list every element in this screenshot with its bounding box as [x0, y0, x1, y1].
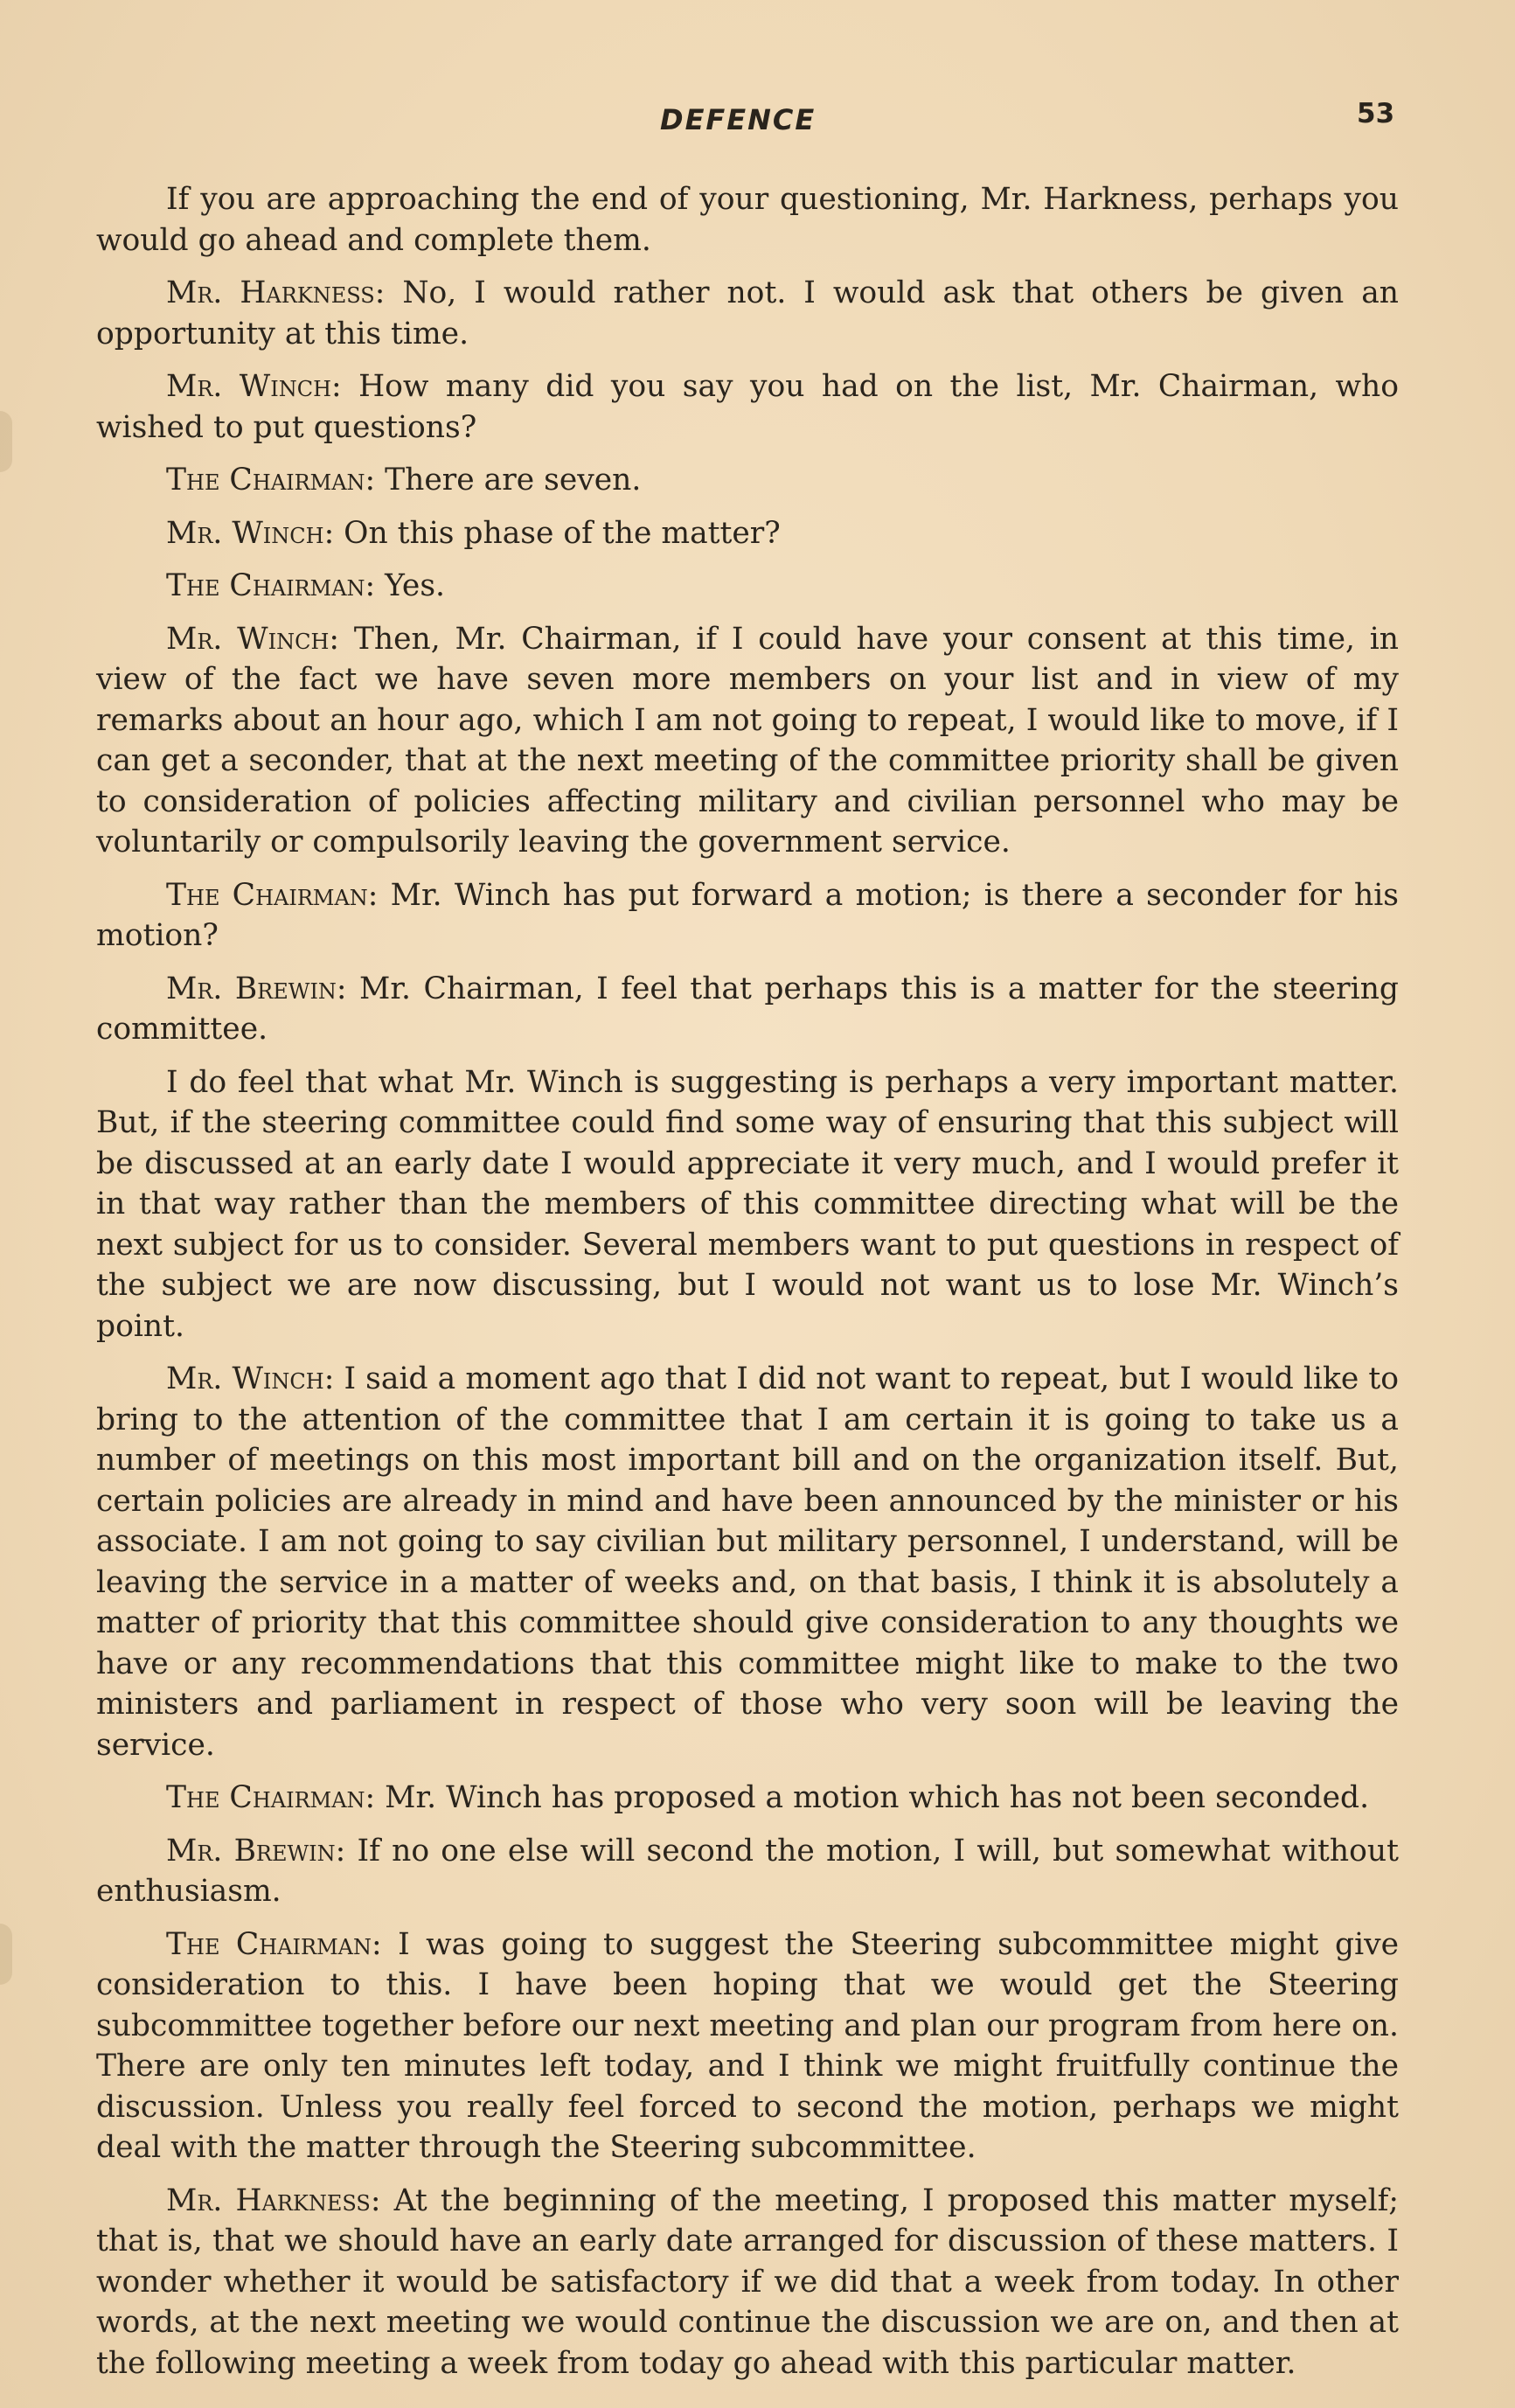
- paragraph: [96, 1924, 1399, 2168]
- paragraph: [96, 1062, 1399, 1347]
- paragraph: [96, 366, 1399, 448]
- speaker-label: Mr. Brewin:: [166, 971, 347, 1006]
- page-number: 53: [1357, 98, 1395, 129]
- paragraph-text: Mr. Winch has proposed a motion which has not been seconded.: [385, 1780, 1370, 1815]
- speaker-label: Mr. Harkness:: [166, 275, 386, 310]
- speaker-label: The Chairman:: [166, 877, 379, 913]
- speaker-label: The Chairman:: [166, 463, 376, 498]
- paragraph: [96, 1359, 1399, 1765]
- paragraph: [96, 969, 1399, 1050]
- paragraph-text: At the beginning of the meeting, I proposed this matter myself; that is, that we should have an early date arranged for discussion of these matters. I wonder whether it would be satisfactory if we did that a week from today. In other words, at the next meeting we would continue the discussion we are on, and then at the following meeting a week from today go ahead with this particular matter.: [96, 2182, 1400, 2381]
- paragraph: [96, 460, 1399, 501]
- paragraph-text: There are seven.: [385, 463, 642, 498]
- paragraph-text: No, I would rather not. I would ask that others be given an opportunity at this time.: [96, 275, 1400, 351]
- paragraph: [96, 179, 1399, 261]
- paragraph: [96, 2181, 1399, 2384]
- paragraph-text: I was going to suggest the Steering subcommittee might give consideration to this. I have been hoping that we would get the Steering subcommittee together before our next meeting and plan our program from here on. There are only ten minutes left today, and I think we might fruitfully continue the discussion. Unless you really feel forced to second the motion, perhaps we might deal with the matter through the Steering subcommittee.: [96, 1926, 1400, 2165]
- paragraph-text: If you are approaching the end of your questioning, Mr. Harkness, perhaps you would go ahead and complete them.: [96, 182, 1399, 258]
- paragraph-text: I said a moment ago that I did not want to repeat, but I would like to bring to the attention of the committee that I am certain it is going to take us a number of meetings on this most important bill and on the organization itself. But, certain policies are already in mind and have been announced by the minister or his associate. I am not going to say civilian but military personnel, I understand, will be leaving the service in a matter of weeks and, on that basis, I think it is absolutely a matter of priority that this committee should give consideration to any thoughts we have or any recommendations that this committee might like to make to the two ministers and parliament in respect of those who very soon will be leaving the service.: [96, 1361, 1400, 1763]
- paragraph-text: Mr. Winch has put forward a motion; is there a seconder for his motion?: [96, 877, 1400, 953]
- paragraph: [96, 513, 1399, 554]
- page-edge-mark: [0, 1924, 12, 1985]
- speaker-label: The Chairman:: [166, 1780, 376, 1815]
- speaker-label: Mr. Winch:: [166, 515, 335, 551]
- transcript-body: [96, 179, 1399, 2396]
- paragraph-text: On this phase of the matter?: [344, 515, 781, 551]
- running-title: DEFENCE: [660, 103, 817, 136]
- speaker-label: Mr. Winch:: [166, 1361, 335, 1396]
- speaker-label: The Chairman:: [166, 568, 376, 603]
- speaker-label: The Chairman:: [166, 1926, 382, 1962]
- paragraph-text: Yes.: [385, 568, 446, 603]
- page-edge-mark: [0, 411, 12, 472]
- speaker-label: Mr. Brewin:: [166, 1833, 346, 1869]
- speaker-label: Mr. Winch:: [166, 369, 342, 404]
- speaker-label: Mr. Winch:: [166, 621, 340, 657]
- paragraph: [96, 566, 1399, 607]
- paragraph-text: Mr. Chairman, I feel that perhaps this is a matter for the steering committee.: [96, 971, 1399, 1047]
- paragraph-text: How many did you say you had on the list, Mr. Chairman, who wished to put questions?: [96, 369, 1400, 445]
- paragraph-text: I do feel that what Mr. Winch is suggesting is perhaps a very important matter. But, if the steering committee could find some way of ensuring that this subject will be discussed at an early date I would appreciate it very much, and I would prefer it in that way rather than the members of this committee directing what will be the next subject for us to consider. Several members want to put questions in respect of the subject we are now discussing, but I would not want us to lose Mr. Winch’s point.: [96, 1064, 1399, 1344]
- paragraph: [96, 619, 1399, 863]
- paragraph: [96, 1778, 1399, 1819]
- paragraph-text: If no one else will second the motion, I will, but somewhat without enthusiasm.: [96, 1833, 1399, 1909]
- paragraph: [96, 273, 1399, 354]
- speaker-label: Mr. Harkness:: [166, 2182, 381, 2218]
- paragraph-text: Then, Mr. Chairman, if I could have your consent at this time, in view of the fact we have seven more members on your list and in view of my remarks about an hour ago, which I am not going to repeat, I would like to move, if I can get a seconder, that at the next meeting of the committee priority shall be given to consideration of policies affecting military and civilian personnel who may be voluntarily or compulsorily leaving the government service.: [96, 621, 1400, 860]
- paragraph: [96, 1831, 1399, 1912]
- paragraph: [96, 875, 1399, 957]
